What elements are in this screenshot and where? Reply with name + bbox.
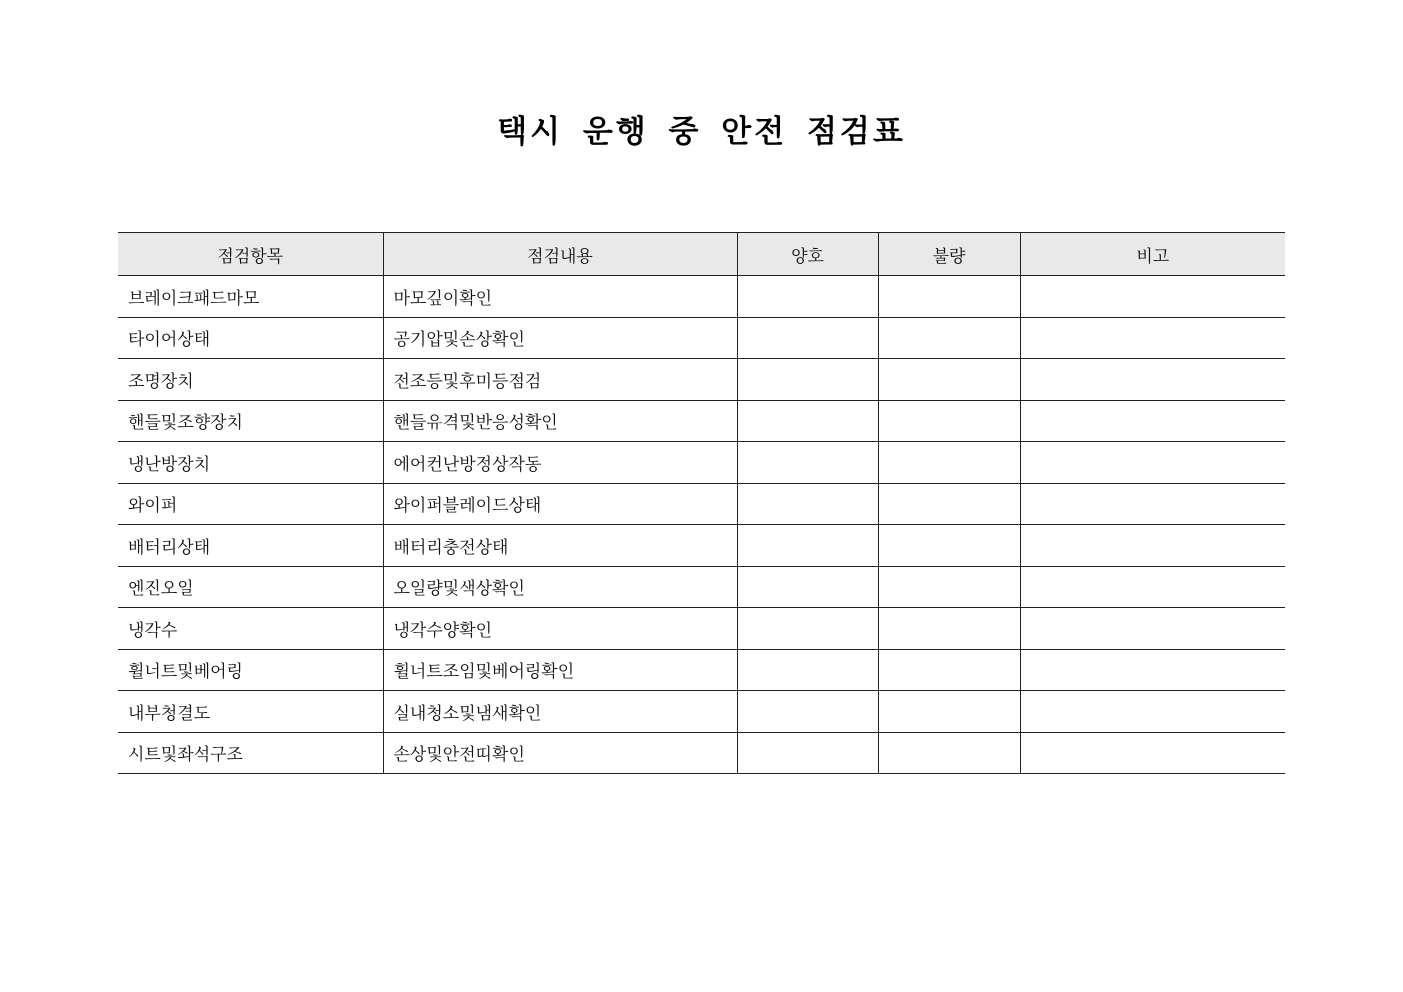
good-check-cell[interactable] [737,483,878,525]
table-row [118,732,1285,774]
inspection-item-cell: 와이퍼 [118,483,383,525]
inspection-content-cell: 오일량및색상확인 [383,566,737,608]
table-row [118,691,1285,733]
inspection-item-cell: 내부청결도 [118,691,383,733]
remarks-cell[interactable] [1020,359,1285,401]
table-row [118,483,1285,525]
inspection-item-cell: 엔진오일 [118,566,383,608]
table-row [118,276,1285,318]
inspection-content-cell: 냉각수양확인 [383,608,737,650]
table-body [118,276,1285,774]
bad-check-cell[interactable] [878,691,1020,733]
bad-check-cell[interactable] [878,400,1020,442]
table-row [118,442,1285,484]
inspection-content-cell: 마모깊이확인 [383,276,737,318]
header-inspection-item: 점검항목 [118,233,383,276]
good-check-cell[interactable] [737,649,878,691]
table-row [118,649,1285,691]
good-check-cell[interactable] [737,691,878,733]
inspection-item-cell: 배터리상태 [118,525,383,567]
bad-check-cell[interactable] [878,732,1020,774]
good-check-cell[interactable] [737,566,878,608]
bad-check-cell[interactable] [878,483,1020,525]
good-check-cell[interactable] [737,359,878,401]
inspection-item-cell: 냉난방장치 [118,442,383,484]
good-check-cell[interactable] [737,525,878,567]
good-check-cell[interactable] [737,442,878,484]
bad-check-cell[interactable] [878,317,1020,359]
good-check-cell[interactable] [737,732,878,774]
inspection-content-cell: 전조등및후미등점검 [383,359,737,401]
remarks-cell[interactable] [1020,566,1285,608]
bad-check-cell[interactable] [878,525,1020,567]
inspection-content-cell: 와이퍼블레이드상태 [383,483,737,525]
inspection-item-cell: 조명장치 [118,359,383,401]
good-check-cell[interactable] [737,400,878,442]
inspection-item-cell: 휠너트및베어링 [118,649,383,691]
remarks-cell[interactable] [1020,483,1285,525]
page-title: 택시 운행 중 안전 점검표 [497,114,906,150]
inspection-content-cell: 공기압및손상확인 [383,317,737,359]
table-row [118,359,1285,401]
bad-check-cell[interactable] [878,649,1020,691]
inspection-content-cell: 에어컨난방정상작동 [383,442,737,484]
bad-check-cell[interactable] [878,276,1020,318]
inspection-content-cell: 배터리충전상태 [383,525,737,567]
bad-check-cell[interactable] [878,442,1020,484]
remarks-cell[interactable] [1020,400,1285,442]
table-header-row [118,233,1285,276]
table-row [118,566,1285,608]
remarks-cell[interactable] [1020,442,1285,484]
inspection-item-cell: 타이어상태 [118,317,383,359]
remarks-cell[interactable] [1020,691,1285,733]
bad-check-cell[interactable] [878,359,1020,401]
bad-check-cell[interactable] [878,608,1020,650]
inspection-content-cell: 휠너트조임및베어링확인 [383,649,737,691]
inspection-content-cell: 실내청소및냄새확인 [383,691,737,733]
remarks-cell[interactable] [1020,525,1285,567]
header-bad: 불량 [878,233,1020,276]
remarks-cell[interactable] [1020,317,1285,359]
inspection-item-cell: 핸들및조향장치 [118,400,383,442]
remarks-cell[interactable] [1020,608,1285,650]
bad-check-cell[interactable] [878,566,1020,608]
header-remarks: 비고 [1020,233,1285,276]
table-row [118,525,1285,567]
header-inspection-content: 점검내용 [383,233,737,276]
remarks-cell[interactable] [1020,649,1285,691]
checklist-table [118,232,1285,774]
table-row [118,608,1285,650]
good-check-cell[interactable] [737,276,878,318]
remarks-cell[interactable] [1020,732,1285,774]
inspection-item-cell: 시트및좌석구조 [118,732,383,774]
inspection-content-cell: 핸들유격및반응성확인 [383,400,737,442]
inspection-content-cell: 손상및안전띠확인 [383,732,737,774]
header-good: 양호 [737,233,878,276]
good-check-cell[interactable] [737,317,878,359]
inspection-item-cell: 냉각수 [118,608,383,650]
table-row [118,317,1285,359]
good-check-cell[interactable] [737,608,878,650]
remarks-cell[interactable] [1020,276,1285,318]
inspection-item-cell: 브레이크패드마모 [118,276,383,318]
table-row [118,400,1285,442]
